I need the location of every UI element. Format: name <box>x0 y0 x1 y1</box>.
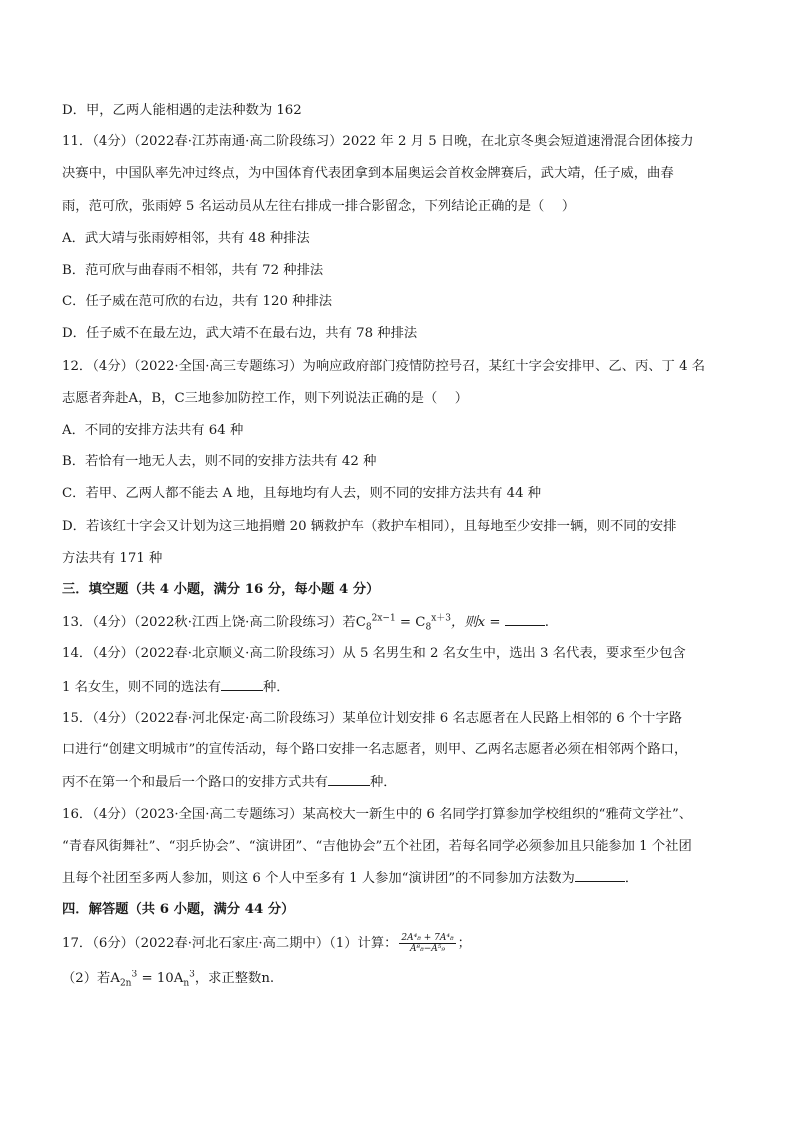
q13-sub2: 8 <box>425 622 432 632</box>
q17-line-2 <box>62 970 734 988</box>
q13-answer-blank[interactable] <box>505 613 545 626</box>
q13-line <box>62 613 734 632</box>
q17b-mid: = 10A <box>137 971 184 986</box>
q11-line-2: 决赛中，中国队率先冲过终点，为中国体育代表团拿到本届奥运会首枚金牌赛后，武大靖，任子威，曲春 <box>62 166 674 181</box>
q15-answer-blank[interactable] <box>328 773 370 786</box>
q16-answer-blank[interactable] <box>575 869 625 882</box>
q16-end: ． <box>624 871 639 886</box>
q12-option-a: A．不同的安排方法共有 64 种 <box>62 423 244 438</box>
q12-option-d-line-2: 方法共有 171 种 <box>62 551 163 566</box>
q17-fraction <box>399 933 455 954</box>
q11-option-c: C．任子威在范可欣的右边，共有 120 种排法 <box>62 294 333 309</box>
q16-line-2: “青春风街舞社”、“羽乒协会”、“演讲团”、“吉他协会”五个社团，若每名同学必须参加且只能参加 1 个社团 <box>62 839 692 854</box>
q17b-sup: 3 <box>131 970 138 980</box>
q14-text: 1 名女生，则不同的选法有 <box>62 680 221 695</box>
q14-answer-blank[interactable] <box>221 678 263 691</box>
option-10d: D．甲，乙两人能相遇的走法种数为 162 <box>62 103 302 118</box>
q13-tail: ，则x = <box>451 615 505 630</box>
q12-line-1: 12．（4分）（2022·全国·高三专题练习）为响应政府部门疫情防控号召，某红十字会安排甲、乙、丙、丁 4 名 <box>62 359 706 374</box>
q11-option-d: D．任子威不在最左边，武大靖不在最右边，共有 78 种排法 <box>62 326 418 341</box>
q11-line-1: 11．（4分）（2022春·江苏南通·高二阶段练习）2022 年 2 月 5 日晚，在北京冬奥会短道速滑混合团体接力 <box>62 134 694 149</box>
q14-line-2 <box>62 678 734 697</box>
q15-line-1: 15．（4分）（2022春·河北保定·高二阶段练习）某单位计划安排 6 名志愿者在人民路上相邻的 6 个十字路 <box>62 711 683 726</box>
q17b-sub2: n <box>183 978 190 988</box>
q17-denominator: A⁸₈−A⁵₉ <box>410 944 445 954</box>
q14-unit: 种． <box>262 680 290 695</box>
section-answer-heading: 四．解答题（共 6 小题，满分 44 分） <box>62 902 295 917</box>
q16-text: 且每个社团至多两人参加，则这 6 个人中至多有 1 人参加“演讲团”的不同参加方法数为 <box>62 871 575 886</box>
q15-line-2: 口进行“创建文明城市”的宣传活动，每个路口安排一名志愿者，则甲、乙两名志愿者必须在相邻两个路口， <box>62 742 688 757</box>
q13-sup1: 2x−1 <box>371 613 396 624</box>
q16-line-3 <box>62 869 734 888</box>
q15-unit: 种． <box>369 775 397 790</box>
q14-line-1: 14．（4分）（2022春·北京顺义·高二阶段练习）从 5 名男生和 2 名女生中，选出 3 名代表，要求至少包含 <box>62 646 686 661</box>
q17b-sub: 2n <box>119 978 132 988</box>
q16-line-1: 16．（4分）（2023·全国·高二专题练习）某高校大一新生中的 6 名同学打算参加学校组织的“雅荷文学社”、 <box>62 807 693 822</box>
q17-line-1 <box>62 931 734 957</box>
q13-mid: = C <box>395 615 426 630</box>
q17b-sup2: 3 <box>189 970 195 980</box>
q12-line-2: 志愿者奔赴A，B，C三地参加防控工作，则下列说法正确的是（ ） <box>62 391 469 406</box>
section-fill-in-heading: 三．填空题（共 4 小题，满分 16 分，每小题 4 分） <box>62 582 380 597</box>
q12-option-d-line-1: D．若该红十字会又计划为这三地捐赠 20 辆救护车（救护车相同），且每地至少安排一辆，则不同的安排 <box>62 519 677 534</box>
q15-line-3 <box>62 773 734 792</box>
q13-prefix: 13．（4分）（2022秋·江西上饶·高二阶段练习）若C <box>62 615 366 630</box>
q13-sub1: 8 <box>365 622 372 632</box>
q15-text: 丙不在第一个和最后一个路口的安排方式共有 <box>62 775 328 790</box>
q11-line-3: 雨，范可欣，张雨婷 5 名运动员从左往右排成一排合影留念，下列结论正确的是（ ） <box>62 199 576 214</box>
q17-end: ； <box>457 936 471 951</box>
q17b-prefix: （2）若A <box>62 971 120 986</box>
q13-sup2: x＋3 <box>431 613 452 624</box>
q11-option-a: A．武大靖与张雨婷相邻，共有 48 种排法 <box>62 231 310 246</box>
q13-end: . <box>544 615 549 630</box>
q12-option-b: B．若恰有一地无人去，则不同的安排方法共有 42 种 <box>62 454 377 469</box>
q17-numerator: 2A⁴₈ + 7A⁴₈ <box>401 933 454 943</box>
q11-option-b: B．范可欣与曲春雨不相邻，共有 72 种排法 <box>62 263 324 278</box>
q12-option-c: C．若甲、乙两人都不能去 A 地，且每地均有人去，则不同的安排方法共有 44 种 <box>62 486 542 501</box>
q17-prefix: 17．（6分）（2022春·河北石家庄·高二期中）（1）计算： <box>62 936 398 951</box>
q17b-tail: ，求正整数n. <box>194 971 275 986</box>
